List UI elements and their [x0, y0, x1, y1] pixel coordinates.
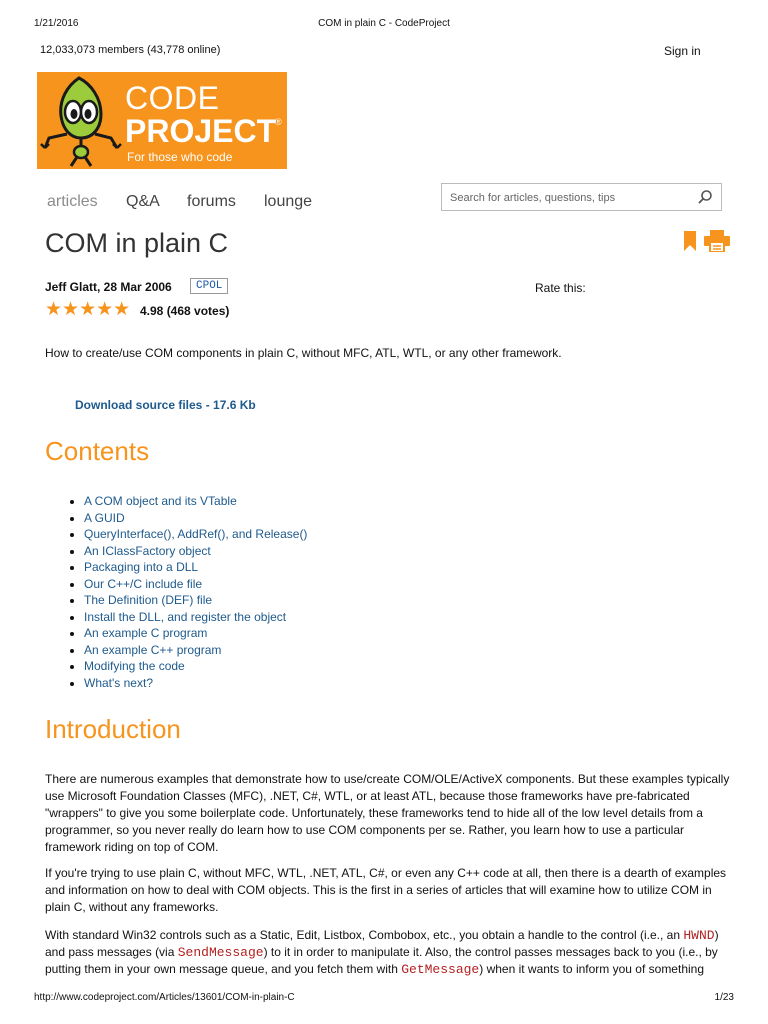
intro-p3-text: ) and pass messages (via [45, 928, 719, 959]
logo-word-project: PROJECT [125, 113, 277, 149]
article-title: COM in plain C [45, 228, 229, 258]
toc-item[interactable]: • A COM object and its VTable [84, 493, 307, 510]
rate-this-label: Rate this: [535, 281, 586, 295]
bookmark-icon[interactable] [683, 230, 697, 257]
rating-votes: 4.98 (468 votes) [140, 304, 230, 318]
members-count: 12,033,073 members (43,778 online) [40, 44, 221, 56]
table-of-contents [66, 493, 307, 691]
print-icon[interactable] [704, 230, 730, 257]
toc-item[interactable]: • Install the DLL, and register the object [84, 609, 307, 626]
site-logo[interactable] [37, 72, 287, 169]
nav-articles[interactable]: articles [47, 193, 98, 210]
print-url: http://www.codeproject.com/Articles/13601/COM-in-plain-C [34, 992, 295, 1003]
sign-in-link[interactable]: Sign in [664, 44, 701, 58]
nav-lounge[interactable]: lounge [264, 193, 313, 210]
print-footer [34, 992, 734, 1006]
contents-heading: Contents [45, 436, 150, 466]
intro-p3-text: ) when it wants to inform you of something [479, 962, 705, 976]
toc-item[interactable]: • Packaging into a DLL [84, 559, 307, 576]
toc-item[interactable]: • An example C++ program [84, 642, 307, 659]
intro-p3-text: ) to it in order to manipulate it. Also, the control passes messages back to you (i.e., by putting them in your own message queue, and you fetch them with [45, 945, 718, 976]
nav-qa[interactable]: Q&A [126, 193, 160, 210]
toc-item[interactable]: • An IClassFactory object [84, 543, 307, 560]
logo-word-code: CODE [125, 80, 220, 116]
code-getmessage: GetMessage [401, 962, 480, 977]
introduction-heading: Introduction [45, 714, 181, 744]
code-sendmessage: SendMessage [177, 945, 264, 960]
rating-stars: ★★★★★ [45, 299, 131, 320]
search-icon[interactable] [697, 189, 713, 210]
search-input[interactable] [448, 188, 692, 208]
toc-item[interactable]: • An example C program [84, 625, 307, 642]
print-title: COM in plain C - CodeProject [318, 18, 450, 29]
print-page-number: 1/23 [714, 992, 734, 1003]
author-date: Jeff Glatt, 28 Mar 2006 [45, 280, 172, 294]
logo-tagline: For those who code [127, 150, 233, 164]
intro-p3-text: With standard Win32 controls such as a Static, Edit, Listbox, Combobox, etc., you obtain a handle to the control (i.e., an [45, 928, 684, 942]
intro-paragraph-1: There are numerous examples that demonstrate how to use/create COM/OLE/ActiveX components. But these examples typically use Microsoft Foundation Classes (MFC), .NET, C#, WTL, or at least ATL, because those frameworks have pre-fabricated "wrappers" to give you some boilerplate code. Unfortunately, these frameworks tend to hide all of the low level details from a programmer, so you never really do learn how to use COM components per se. Rather, you learn how to use a particular framework riding on top of COM. [45, 772, 730, 854]
logo-registered-mark: ® [275, 117, 282, 127]
toc-item[interactable]: • The Definition (DEF) file [84, 592, 307, 609]
toc-item[interactable]: • What's next? [84, 675, 307, 692]
toc-item[interactable]: • Modifying the code [84, 658, 307, 675]
toc-item[interactable]: • A GUID [84, 510, 307, 527]
code-hwnd: HWND [683, 928, 715, 943]
intro-paragraph-2: If you're trying to use plain C, without MFC, WTL, .NET, ATL, C#, or even any C++ code at all, then there is a dearth of examples and information on how to deal with COM objects. This is the first in a series of articles that will examine how to utilize COM in plain C, without any frameworks. [45, 866, 727, 914]
intro-paragraph-3 [45, 927, 730, 978]
bob-mascot-icon [37, 72, 125, 169]
license-badge[interactable]: CPOL [190, 278, 228, 294]
toc-item[interactable]: • QueryInterface(), AddRef(), and Release() [84, 526, 307, 543]
toc-item[interactable]: • Our C++/C include file [84, 576, 307, 593]
print-header [34, 18, 734, 32]
nav-forums[interactable]: forums [187, 193, 236, 210]
article-summary: How to create/use COM components in plain C, without MFC, ATL, WTL, or any other framework. [45, 346, 562, 360]
download-source-link[interactable]: Download source files - 17.6 Kb [75, 398, 256, 412]
search-box [441, 183, 722, 211]
print-date: 1/21/2016 [34, 18, 79, 29]
